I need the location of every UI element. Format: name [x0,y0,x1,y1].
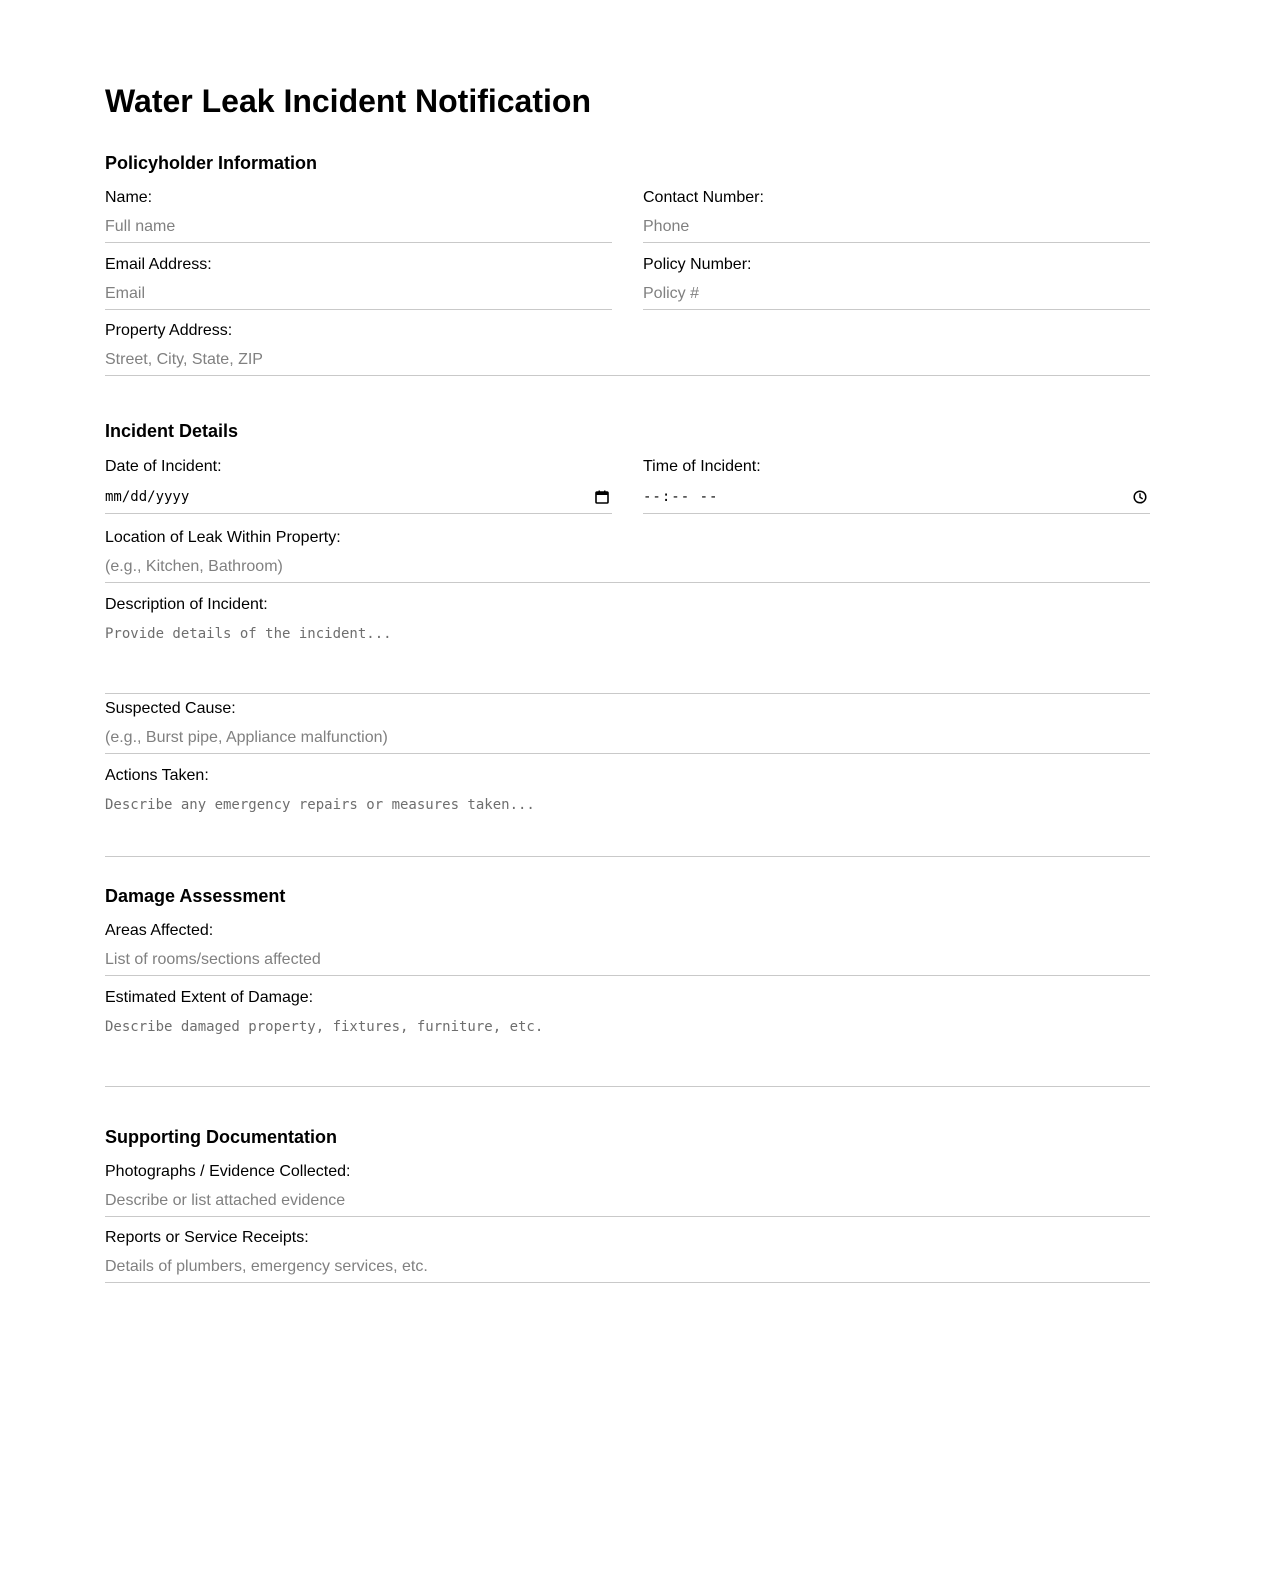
section-title-documentation: Supporting Documentation [105,1127,337,1147]
location-input[interactable] [105,556,1150,583]
description-label: Description of Incident: [105,596,268,613]
date-value: mm/dd/yyyy [105,489,190,505]
field-extent [105,988,1150,1087]
policy-label: Policy Number: [643,256,752,273]
section-title-damage: Damage Assessment [105,886,286,906]
field-address [105,321,1150,376]
field-actions [105,766,1150,857]
extent-textarea[interactable] [105,1017,1150,1087]
name-input[interactable] [105,216,612,243]
date-label: Date of Incident: [105,458,222,475]
field-location [105,528,1150,583]
clock-icon[interactable] [1132,489,1148,505]
address-input[interactable] [105,349,1150,376]
incident-form [105,78,1161,1246]
address-label: Property Address: [105,322,233,339]
areas-input[interactable] [105,949,1150,976]
field-time [643,457,1150,514]
reports-input[interactable] [105,1256,1150,1283]
email-input[interactable] [105,283,612,310]
policy-input[interactable] [643,283,1150,310]
cause-label: Suspected Cause: [105,700,236,717]
field-name [105,188,612,243]
name-label: Name: [105,189,153,206]
section-title-incident: Incident Details [105,421,239,441]
photos-label: Photographs / Evidence Collected: [105,1163,351,1180]
actions-label: Actions Taken: [105,767,209,784]
time-input[interactable] [643,485,1150,514]
date-input[interactable] [105,485,612,514]
section-damage [105,885,1161,907]
field-areas [105,921,1150,976]
areas-label: Areas Affected: [105,922,214,939]
field-email [105,255,612,310]
section-documentation [105,1126,1161,1148]
field-policy [643,255,1150,310]
field-reports [105,1228,1150,1283]
section-incident [105,420,1161,442]
section-policyholder [105,152,1161,174]
time-label: Time of Incident: [643,458,761,475]
field-date [105,457,612,514]
calendar-icon[interactable] [594,489,610,505]
field-cause [105,699,1150,754]
cause-input[interactable] [105,727,1150,754]
field-description [105,595,1150,694]
description-textarea[interactable] [105,624,1150,694]
reports-label: Reports or Service Receipts: [105,1229,309,1246]
email-label: Email Address: [105,256,212,273]
time-value: --:-- -- [643,489,719,505]
extent-label: Estimated Extent of Damage: [105,989,314,1006]
contact-input[interactable] [643,216,1150,243]
section-title-policyholder: Policyholder Information [105,153,318,173]
page-title: Water Leak Incident Notification [105,83,591,119]
field-photos [105,1162,1150,1217]
photos-input[interactable] [105,1190,1150,1217]
field-contact [643,188,1150,243]
contact-label: Contact Number: [643,189,764,206]
actions-textarea[interactable] [105,795,1150,857]
location-label: Location of Leak Within Property: [105,529,341,546]
